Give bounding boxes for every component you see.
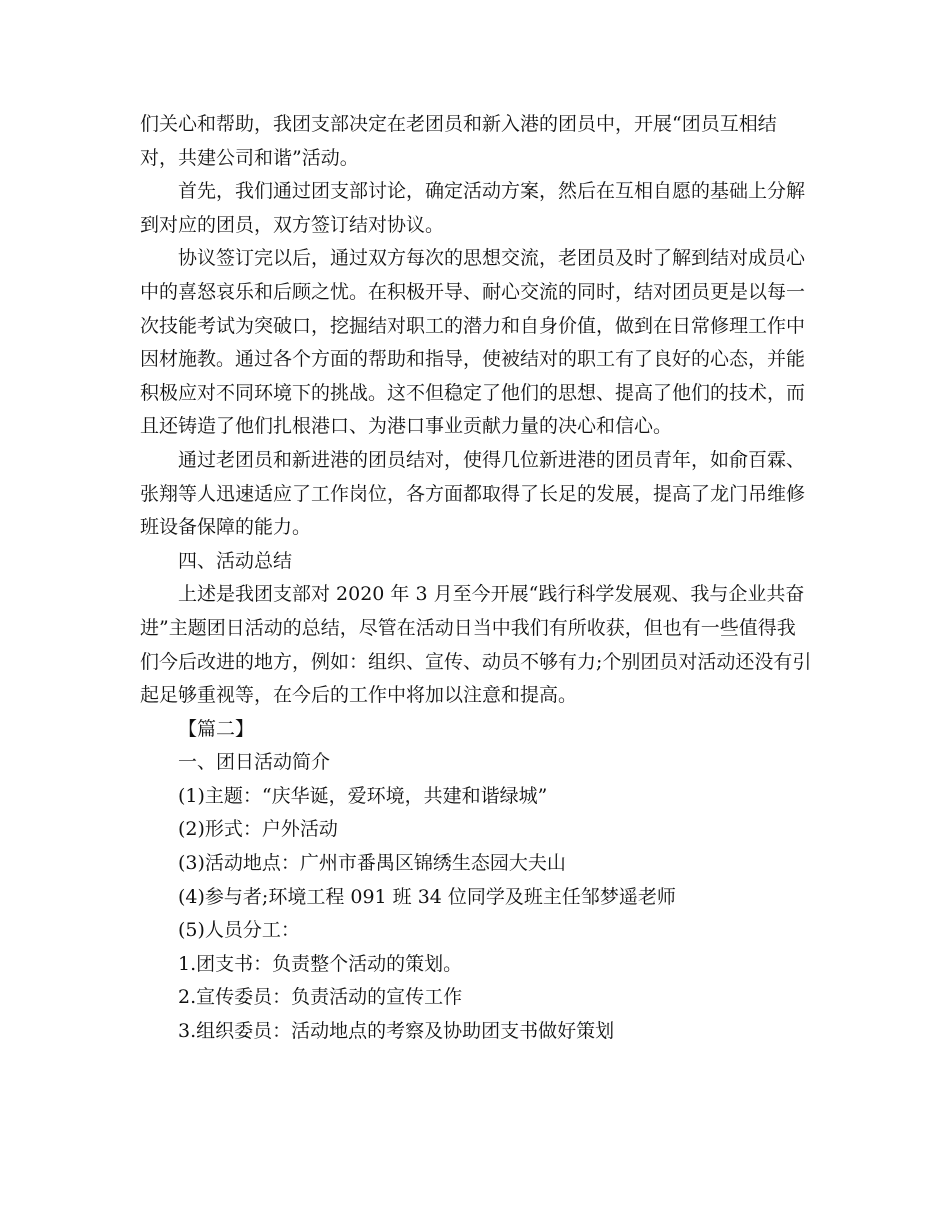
section-heading-intro: 一、团日活动简介: [178, 751, 331, 774]
list-item-roles: (5)人员分工：: [178, 919, 300, 942]
role-item-organization: 3.组织委员：活动地点的考察及协助团支书做好策划: [178, 1020, 615, 1043]
list-item-form: (2)形式：户外活动: [178, 818, 338, 841]
list-item-participants: (4)参与者;环境工程 091 班 34 位同学及班主任邹梦遥老师: [178, 885, 676, 908]
paragraph-result: 通过老团员和新进港的团员结对，使得几位新进港的团员青年，如俞百霖、张翔等人迅速适应了工作岗位，各方面都取得了长足的发展，提高了龙门吊维修班设备保障的能力。: [140, 448, 806, 539]
document-body: [140, 108, 812, 1049]
list-item-location: (3)活动地点：广州市番禺区锦绣生态园大夫山: [178, 852, 566, 875]
paragraph-exchange: 协议签订完以后，通过双方每次的思想交流，老团员及时了解到结对成员心中的喜怒哀乐和后顾之忧。在积极开导、耐心交流的同时，结对团员更是以每一次技能考试为突破口，挖掘结对职工的潜力和自身价值，做到在日常修理工作中因材施教。通过各个方面的帮助和指导，使被结对的职工有了良好的心态，并能积极应对不同环境下的挑战。这不但稳定了他们的思想、提高了他们的技术，而且还铸造了他们扎根港口、为港口事业贡献力量的决心和信心。: [140, 247, 806, 438]
paragraph-continuation: 们关心和帮助，我团支部决定在老团员和新入港的团员中，开展“团员互相结对，共建公司和谐”活动。: [140, 113, 777, 169]
chapter-heading-part-two: 【篇二】: [178, 717, 255, 740]
section-heading-summary: 四、活动总结: [178, 549, 293, 572]
paragraph-summary: 上述是我团支部对 2020 年 3 月至今开展“践行科学发展观、我与企业共奋进”主题团日活动的总结，尽管在活动日当中我们有所收获，但也有一些值得我们今后改进的地方，例如：组织、宣传、动员不够有力;个别团员对活动还没有引起足够重视等，在今后的工作中将加以注意和提高。: [140, 583, 812, 707]
role-item-secretary: 1.团支书：负责整个活动的策划。: [178, 952, 463, 975]
paragraph-plan: 首先，我们通过团支部讨论，确定活动方案，然后在互相自愿的基础上分解到对应的团员，双方签订结对协议。: [140, 180, 806, 236]
role-item-publicity: 2.宣传委员：负责活动的宣传工作: [178, 986, 463, 1009]
list-item-theme: (1)主题：“庆华诞，爱环境，共建和谐绿城”: [178, 784, 548, 807]
